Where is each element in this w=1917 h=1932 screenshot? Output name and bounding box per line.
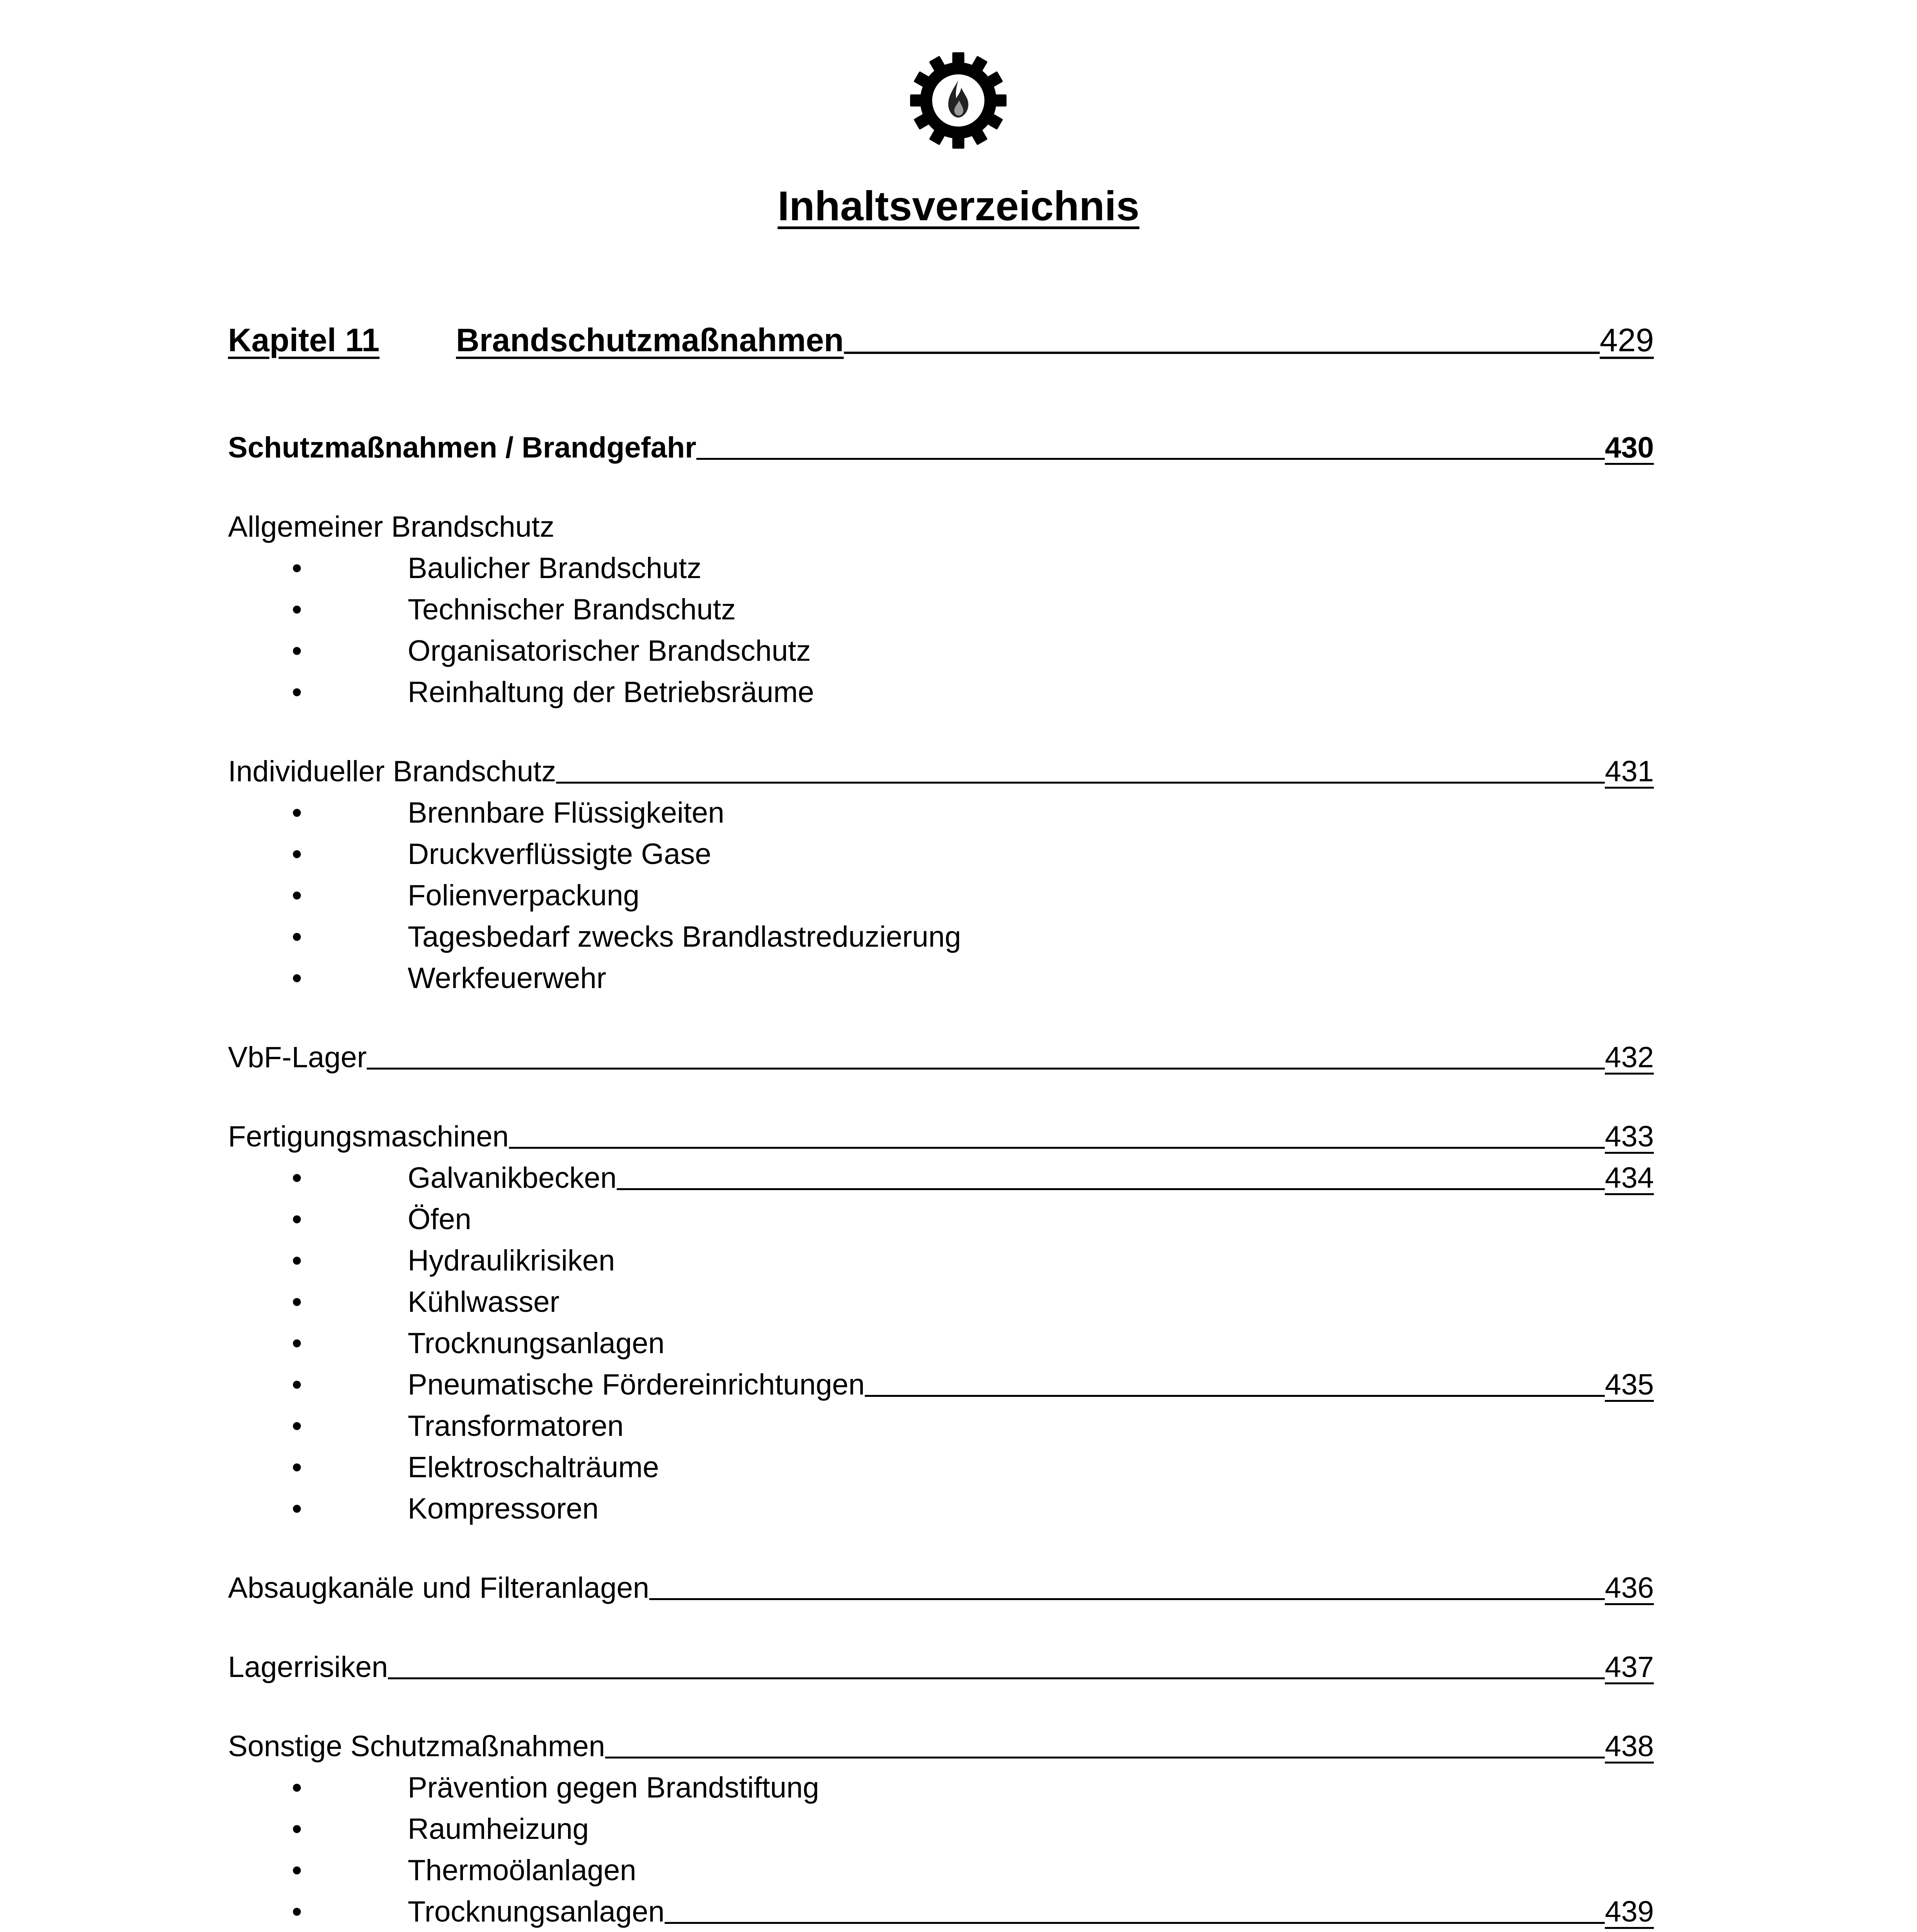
spacer <box>228 468 1654 506</box>
toc-subentry[interactable] <box>228 1488 1654 1529</box>
toc-subentry[interactable] <box>228 1767 1654 1808</box>
bullet-icon: • <box>292 676 302 709</box>
toc-entry-label: Fertigungsmaschinen <box>228 1120 509 1153</box>
toc-entry-label: Allgemeiner Brandschutz <box>228 510 555 543</box>
toc-entry-label: Trocknungsanlagen <box>408 1895 665 1928</box>
bullet-icon: • <box>292 962 302 995</box>
bullet-icon: • <box>292 1327 302 1360</box>
chapter-number: Kapitel 11 <box>228 322 380 358</box>
toc-subentry[interactable] <box>228 916 1654 957</box>
leader-line <box>844 352 1600 354</box>
bullet-icon: • <box>292 1410 302 1442</box>
toc-subentry[interactable] <box>228 1808 1654 1850</box>
toc-entry-label: Technischer Brandschutz <box>408 593 736 626</box>
bullet-icon: • <box>292 1771 302 1804</box>
toc-entry[interactable] <box>228 1726 1654 1767</box>
toc-entry-label: Baulicher Brandschutz <box>408 552 702 585</box>
toc-entry-label: Individueller Brandschutz <box>228 755 556 788</box>
spacer <box>228 713 1654 751</box>
toc-entry-label: Folienverpackung <box>408 879 640 912</box>
toc-entry[interactable] <box>228 1567 1654 1609</box>
toc-page-number: 430 <box>1605 431 1654 464</box>
chapter-title: Brandschutzmaßnahmen <box>456 322 844 358</box>
toc-subentry[interactable] <box>228 957 1654 999</box>
toc-subentry[interactable] <box>228 672 1654 713</box>
table-of-contents <box>228 317 1654 1932</box>
toc-entry-label: Sonstige Schutzmaßnahmen <box>228 1730 605 1763</box>
toc-entry-label: Elektroschalträume <box>408 1451 659 1484</box>
toc-entry-label: Raumheizung <box>408 1813 589 1845</box>
toc-entry-label: Trocknungsanlagen <box>408 1327 665 1360</box>
bullet-icon: • <box>292 552 302 585</box>
toc-entry-label: Absaugkanäle und Filteranlagen <box>228 1571 650 1604</box>
toc-entry-label: Brennbare Flüssigkeiten <box>408 796 725 829</box>
leader-line <box>665 1922 1605 1924</box>
toc-sections <box>228 363 1654 1932</box>
toc-page-number: 433 <box>1605 1120 1654 1153</box>
toc-entry-label: Hydraulikrisiken <box>408 1244 615 1277</box>
toc-page-number: 435 <box>1605 1368 1654 1401</box>
toc-page-number: 436 <box>1605 1571 1654 1604</box>
leader-line <box>865 1395 1605 1397</box>
leader-line <box>605 1757 1605 1759</box>
bullet-icon: • <box>292 838 302 871</box>
toc-entry-label: Galvanikbecken <box>408 1162 617 1194</box>
spacer <box>228 999 1654 1037</box>
leader-line <box>556 782 1605 784</box>
toc-page-number: 437 <box>1605 1651 1654 1684</box>
bullet-icon: • <box>292 1244 302 1277</box>
toc-subentry[interactable] <box>228 1447 1654 1488</box>
toc-subentry[interactable] <box>228 1405 1654 1447</box>
toc-subentry[interactable] <box>228 1157 1654 1199</box>
toc-entry-label: Transformatoren <box>408 1410 624 1442</box>
toc-subentry[interactable] <box>228 875 1654 916</box>
toc-entry-label: Schutzmaßnahmen / Brandgefahr <box>228 431 696 464</box>
chapter-heading[interactable] <box>228 317 1654 363</box>
toc-subentry[interactable] <box>228 833 1654 875</box>
bullet-icon: • <box>292 593 302 626</box>
toc-page-number: 439 <box>1605 1895 1654 1928</box>
toc-entry[interactable] <box>228 506 1654 548</box>
spacer <box>228 1529 1654 1567</box>
toc-subentry[interactable] <box>228 1364 1654 1405</box>
toc-entry-label: Tagesbedarf zwecks Brandlastreduzierung <box>408 920 961 953</box>
leader-line <box>649 1598 1605 1600</box>
toc-page-number: 431 <box>1605 755 1654 788</box>
toc-entry-label: Kompressoren <box>408 1492 599 1525</box>
toc-entry-label: Organisatorischer Brandschutz <box>408 634 811 667</box>
toc-entry-label: Reinhaltung der Betriebsräume <box>408 676 814 709</box>
toc-subentry[interactable] <box>228 1850 1654 1891</box>
toc-entry[interactable] <box>228 1037 1654 1078</box>
leader-line <box>367 1068 1605 1070</box>
bullet-icon: • <box>292 1203 302 1236</box>
toc-entry-label: Werkfeuerwehr <box>408 962 606 995</box>
toc-entry-label: Druckverflüssigte Gase <box>408 838 711 871</box>
toc-entry[interactable] <box>228 427 1654 468</box>
toc-subentry[interactable] <box>228 589 1654 630</box>
toc-subentry[interactable] <box>228 630 1654 672</box>
leader-line <box>617 1188 1605 1190</box>
toc-page-number: 434 <box>1605 1162 1654 1194</box>
toc-subentry[interactable] <box>228 1281 1654 1323</box>
toc-subentry[interactable] <box>228 548 1654 589</box>
bullet-icon: • <box>292 796 302 829</box>
toc-entry-label: Prävention gegen Brandstiftung <box>408 1771 819 1804</box>
toc-entry-label: Kühlwasser <box>408 1286 560 1318</box>
toc-entry[interactable] <box>228 1116 1654 1157</box>
toc-subentry[interactable] <box>228 1323 1654 1364</box>
toc-entry-label: Pneumatische Fördereinrichtungen <box>408 1368 865 1401</box>
leader-line <box>509 1147 1605 1149</box>
toc-page-number: 432 <box>1605 1041 1654 1074</box>
bullet-icon: • <box>292 634 302 667</box>
bullet-icon: • <box>292 1368 302 1401</box>
bullet-icon: • <box>292 1492 302 1525</box>
toc-entry[interactable] <box>228 1646 1654 1688</box>
bullet-icon: • <box>292 879 302 912</box>
spacer <box>228 1688 1654 1726</box>
toc-page-number: 438 <box>1605 1730 1654 1763</box>
toc-entry-label: Öfen <box>408 1203 471 1236</box>
toc-entry-label: Thermoölanlagen <box>408 1854 636 1887</box>
leader-line <box>696 458 1605 460</box>
spacer <box>228 363 1654 427</box>
toc-entry[interactable] <box>228 751 1654 792</box>
toc-subentry[interactable] <box>228 792 1654 833</box>
toc-subentry[interactable] <box>228 1240 1654 1281</box>
bullet-icon: • <box>292 920 302 953</box>
toc-subentry[interactable] <box>228 1891 1654 1932</box>
toc-entry-label: Lagerrisiken <box>228 1651 388 1684</box>
spacer <box>228 1609 1654 1646</box>
bullet-icon: • <box>292 1286 302 1318</box>
bullet-icon: • <box>292 1162 302 1194</box>
bullet-icon: • <box>292 1854 302 1887</box>
toc-subentry[interactable] <box>228 1199 1654 1240</box>
page-title: Inhaltsverzeichnis <box>777 182 1140 229</box>
chapter-page-number: 429 <box>1599 322 1654 358</box>
leader-line <box>388 1677 1605 1679</box>
gear-flame-icon <box>908 50 1009 151</box>
bullet-icon: • <box>292 1895 302 1928</box>
bullet-icon: • <box>292 1451 302 1484</box>
toc-entry-label: VbF-Lager <box>228 1041 367 1074</box>
spacer <box>228 1078 1654 1116</box>
bullet-icon: • <box>292 1813 302 1845</box>
